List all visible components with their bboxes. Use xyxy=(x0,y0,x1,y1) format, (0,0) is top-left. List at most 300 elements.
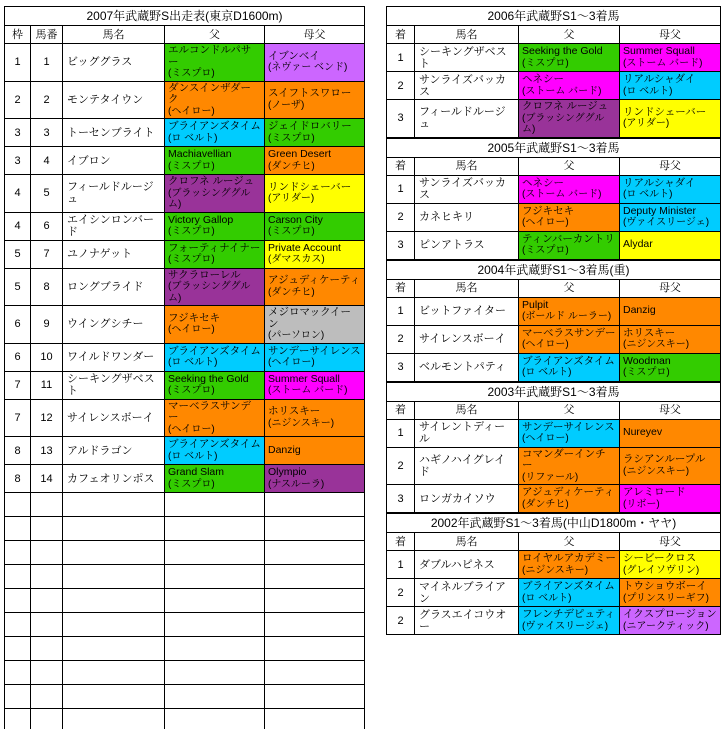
horse-number: 1 xyxy=(31,44,63,82)
blank-cell xyxy=(265,589,365,613)
waku-number: 7 xyxy=(5,399,31,437)
past-results-panel xyxy=(386,6,720,635)
blank-cell xyxy=(265,661,365,685)
sire xyxy=(519,297,620,325)
blank-cell xyxy=(63,541,165,565)
waku-number: 5 xyxy=(5,268,31,306)
blank-cell xyxy=(5,709,31,729)
table-row xyxy=(5,465,365,493)
horse-number: 11 xyxy=(31,371,63,399)
table-row xyxy=(387,297,721,325)
sire xyxy=(165,371,265,399)
sire-main: クロフネ ルージュ xyxy=(522,100,609,112)
blank-row xyxy=(5,589,365,613)
sire-sub: (ロ ベルト) xyxy=(522,592,572,604)
broodmare-sire xyxy=(265,268,365,306)
broodmare-sire-sub: (ミスプロ) xyxy=(268,132,315,144)
blank-row xyxy=(5,493,365,517)
sire-main: Seeking the Gold xyxy=(522,45,603,57)
waku-number: 3 xyxy=(5,147,31,175)
horse-name: シーキングザベスト xyxy=(63,371,165,399)
horse-number: 4 xyxy=(31,147,63,175)
broodmare-sire xyxy=(265,81,365,119)
horse-number: 5 xyxy=(31,175,63,213)
finish-rank: 1 xyxy=(387,297,415,325)
broodmare-sire-main: ジェイドロバリー xyxy=(268,120,352,132)
waku-number: 3 xyxy=(5,119,31,147)
sire-main: マーベラスサンデー xyxy=(522,326,616,339)
broodmare-sire xyxy=(620,579,721,607)
broodmare-sire-sub: (グレイソヴリン) xyxy=(623,564,700,576)
results-column-header-3: 母父 xyxy=(620,279,721,297)
sire-sub: (ミスプロ) xyxy=(168,254,215,265)
blank-cell xyxy=(31,613,63,637)
horse-name: マイネルブライアン xyxy=(415,579,519,607)
blank-cell xyxy=(5,661,31,685)
blank-cell xyxy=(165,709,265,729)
horse-name: サンライズバッカス xyxy=(415,175,519,203)
sire xyxy=(165,399,265,437)
broodmare-sire xyxy=(265,371,365,399)
blank-row xyxy=(5,661,365,685)
blank-cell xyxy=(5,541,31,565)
results-title-row xyxy=(387,138,721,157)
blank-cell xyxy=(165,685,265,709)
waku-number: 6 xyxy=(5,306,31,344)
finish-rank: 2 xyxy=(387,72,415,100)
horse-number: 12 xyxy=(31,399,63,437)
entry-list-panel xyxy=(4,6,364,729)
column-header-2: 馬名 xyxy=(63,26,165,44)
blank-cell xyxy=(265,517,365,541)
sire-main: ブライアンズタイム xyxy=(168,120,261,132)
table-row xyxy=(5,147,365,175)
broodmare-sire-sub: (パーソロン) xyxy=(268,330,325,341)
sire xyxy=(519,579,620,607)
blank-cell xyxy=(265,541,365,565)
sire-main: ロイヤルアカデミー xyxy=(522,552,616,564)
horse-name: ベルモントパティ xyxy=(415,353,519,381)
sire-main: クロフネ ルージュ xyxy=(168,175,255,187)
blank-cell xyxy=(31,685,63,709)
results-column-header-1: 馬名 xyxy=(415,157,519,175)
results-column-header-1: 馬名 xyxy=(415,401,519,419)
sire-main: ヘネシー xyxy=(522,73,564,85)
blank-cell xyxy=(165,493,265,517)
waku-number: 4 xyxy=(5,212,31,240)
broodmare-sire xyxy=(265,212,365,240)
blank-cell xyxy=(165,565,265,589)
sire xyxy=(165,268,265,306)
broodmare-sire xyxy=(265,343,365,371)
finish-rank: 2 xyxy=(387,579,415,607)
broodmare-sire-main: Danzig xyxy=(268,443,301,456)
broodmare-sire-main: Woodman xyxy=(623,354,671,367)
broodmare-sire-main: Green Desert xyxy=(268,148,332,160)
sire-sub: (ブラッシンググルム) xyxy=(168,281,251,304)
sire-sub: (ロ ベルト) xyxy=(168,450,218,462)
broodmare-sire-sub: (ネヴァー ベンド) xyxy=(268,62,348,74)
sire-sub: (ブラッシンググルム) xyxy=(168,187,251,210)
broodmare-sire xyxy=(620,297,721,325)
sire-main: ブライアンズタイム xyxy=(168,438,261,450)
sire-sub: (ダンチヒ) xyxy=(522,498,569,510)
broodmare-sire-sub: (ニアークティック) xyxy=(623,620,709,632)
sire-sub: (ボールド ルーラー) xyxy=(522,311,612,322)
results-header-row xyxy=(387,533,721,551)
table-row xyxy=(387,447,721,485)
sire xyxy=(165,147,265,175)
sire-main: ティンバーカントリ xyxy=(522,232,615,245)
results-header-row xyxy=(387,26,721,44)
sire xyxy=(165,175,265,213)
blank-cell xyxy=(5,565,31,589)
broodmare-sire-sub: (ニジンスキー) xyxy=(268,417,335,429)
broodmare-sire-sub: (ニジンスキー) xyxy=(623,339,690,350)
sire-sub: (ロ ベルト) xyxy=(168,132,218,144)
broodmare-sire xyxy=(265,437,365,465)
sire-main: サンデーサイレンス xyxy=(522,420,615,433)
broodmare-sire-main: アジュディケーティ xyxy=(268,274,361,287)
sire-sub: (ヘイロー) xyxy=(168,324,215,336)
finish-rank: 1 xyxy=(387,44,415,72)
results-table-4 xyxy=(386,513,721,635)
waku-number: 8 xyxy=(5,465,31,493)
broodmare-sire-main: Nureyev xyxy=(623,426,663,439)
sire-main: ブライアンズタイム xyxy=(168,344,261,357)
column-header-0: 枠 xyxy=(5,26,31,44)
broodmare-sire-main: Deputy Minister xyxy=(623,204,696,217)
broodmare-sire-main: Summer Squall xyxy=(623,45,695,57)
sire xyxy=(519,419,620,447)
results-column-header-2: 父 xyxy=(519,279,620,297)
blank-cell xyxy=(265,565,365,589)
horse-name: サイレントディール xyxy=(415,419,519,447)
horse-number: 3 xyxy=(31,119,63,147)
broodmare-sire xyxy=(265,147,365,175)
sire xyxy=(519,100,620,138)
column-header-4: 母父 xyxy=(265,26,365,44)
results-column-header-3: 母父 xyxy=(620,26,721,44)
sire xyxy=(519,325,620,353)
blank-cell xyxy=(165,517,265,541)
horse-name: アルドラゴン xyxy=(63,437,165,465)
results-column-header-0: 着 xyxy=(387,26,415,44)
horse-name: ワイルドワンダー xyxy=(63,343,165,371)
sire-sub: (ヘイロー) xyxy=(522,217,569,228)
horse-name: フィールドルージュ xyxy=(415,100,519,138)
broodmare-sire-main: Carson City xyxy=(268,213,323,226)
broodmare-sire-main: アレミロード xyxy=(623,486,686,498)
finish-rank: 1 xyxy=(387,175,415,203)
sire-sub: (ストーム バード) xyxy=(522,189,602,200)
blank-cell xyxy=(5,493,31,517)
broodmare-sire-sub: (ヘイロー) xyxy=(268,357,315,368)
sire xyxy=(519,607,620,635)
sire xyxy=(519,551,620,579)
broodmare-sire xyxy=(265,399,365,437)
sire-sub: (ヘイロー) xyxy=(522,339,569,350)
broodmare-sire xyxy=(620,175,721,203)
column-header-3: 父 xyxy=(165,26,265,44)
blank-cell xyxy=(63,685,165,709)
sire xyxy=(165,437,265,465)
table-row xyxy=(5,306,365,344)
horse-number: 14 xyxy=(31,465,63,493)
broodmare-sire-main: メジロマックイーン xyxy=(268,306,352,330)
broodmare-sire-main: ホリスキー xyxy=(623,326,676,339)
table-row xyxy=(5,175,365,213)
results-column-header-2: 父 xyxy=(519,401,620,419)
horse-name: イブロン xyxy=(63,147,165,175)
sire-sub: (ヘイロー) xyxy=(168,105,215,117)
broodmare-sire-main: リアルシャダイ xyxy=(623,73,696,85)
finish-rank: 3 xyxy=(387,100,415,138)
blank-cell xyxy=(5,637,31,661)
broodmare-sire-sub: (ミスプロ) xyxy=(268,226,315,237)
broodmare-sire xyxy=(265,306,365,344)
sire xyxy=(519,72,620,100)
finish-rank: 3 xyxy=(387,231,415,259)
broodmare-sire-sub: (ロ ベルト) xyxy=(623,85,673,97)
page-title: 2007年武蔵野S出走表(東京D1600m) xyxy=(5,7,365,26)
results-title-row xyxy=(387,514,721,533)
sire-sub: (ブラッシンググルム) xyxy=(522,112,605,135)
blank-row xyxy=(5,709,365,729)
broodmare-sire-sub: (ノーザ) xyxy=(268,99,305,111)
broodmare-sire-sub: (ストーム バード) xyxy=(623,57,703,69)
blank-cell xyxy=(31,637,63,661)
horse-name: ダブルハピネス xyxy=(415,551,519,579)
broodmare-sire-main: リンドシェーバー xyxy=(268,180,352,193)
waku-number: 1 xyxy=(5,44,31,82)
blank-cell xyxy=(31,589,63,613)
sire-sub: (ストーム バード) xyxy=(522,85,602,97)
broodmare-sire-main: イブンベイ xyxy=(268,49,320,62)
broodmare-sire xyxy=(265,44,365,82)
horse-name: ビッググラス xyxy=(63,44,165,82)
broodmare-sire xyxy=(265,175,365,213)
finish-rank: 1 xyxy=(387,419,415,447)
horse-name: ハギノハイグレイド xyxy=(415,447,519,485)
horse-number: 10 xyxy=(31,343,63,371)
table-row xyxy=(387,100,721,138)
blank-cell xyxy=(5,589,31,613)
blank-cell xyxy=(5,613,31,637)
blank-cell xyxy=(265,709,365,729)
blank-cell xyxy=(31,565,63,589)
horse-name: フィールドルージュ xyxy=(63,175,165,213)
results-title: 2002年武蔵野S1～3着馬(中山D1800m・ヤヤ) xyxy=(387,514,721,533)
table-row xyxy=(5,268,365,306)
results-title: 2004年武蔵野S1～3着馬(重) xyxy=(387,260,721,279)
table-row xyxy=(387,579,721,607)
broodmare-sire xyxy=(620,231,721,259)
blank-row xyxy=(5,517,365,541)
broodmare-sire-main: Danzig xyxy=(623,304,656,317)
table-row xyxy=(387,325,721,353)
table-row xyxy=(5,371,365,399)
results-column-header-0: 着 xyxy=(387,401,415,419)
waku-number: 7 xyxy=(5,371,31,399)
sire-sub: (ニジンスキー) xyxy=(522,564,589,576)
broodmare-sire xyxy=(620,485,721,513)
broodmare-sire-sub: (アリダー) xyxy=(268,193,315,205)
sire-main: フジキセキ xyxy=(168,311,221,324)
horse-number: 13 xyxy=(31,437,63,465)
results-header-row xyxy=(387,157,721,175)
sire xyxy=(519,447,620,485)
horse-name: グラスエイコウオー xyxy=(415,607,519,635)
sire-sub: (ミスプロ) xyxy=(522,57,569,69)
results-table-1 xyxy=(386,138,721,260)
blank-cell xyxy=(63,517,165,541)
sire-main: ブライアンズタイム xyxy=(522,354,615,367)
blank-cell xyxy=(31,517,63,541)
broodmare-sire-main: サンデーサイレンス xyxy=(268,344,361,357)
sire xyxy=(165,465,265,493)
blank-cell xyxy=(165,637,265,661)
broodmare-sire-sub: (リボー) xyxy=(623,498,660,510)
results-column-header-1: 馬名 xyxy=(415,533,519,551)
broodmare-sire-sub: (ダンチヒ) xyxy=(268,160,315,172)
horse-name: ウイングシチー xyxy=(63,306,165,344)
finish-rank: 2 xyxy=(387,607,415,635)
broodmare-sire xyxy=(620,72,721,100)
waku-number: 6 xyxy=(5,343,31,371)
sire-main: ブライアンズタイム xyxy=(522,580,615,592)
horse-name: サイレンスボーイ xyxy=(63,399,165,437)
blank-cell xyxy=(31,541,63,565)
sire xyxy=(165,343,265,371)
results-table-2 xyxy=(386,260,721,382)
sire-main: サクラローレル xyxy=(168,268,241,281)
blank-cell xyxy=(5,685,31,709)
table-row xyxy=(5,399,365,437)
sire xyxy=(519,175,620,203)
results-column-header-1: 馬名 xyxy=(415,26,519,44)
table-row xyxy=(5,119,365,147)
blank-cell xyxy=(63,661,165,685)
broodmare-sire xyxy=(620,100,721,138)
broodmare-sire-main: Summer Squall xyxy=(268,372,340,385)
table-row xyxy=(5,240,365,268)
waku-number: 5 xyxy=(5,240,31,268)
entry-list-header-row xyxy=(5,26,365,44)
results-header-row xyxy=(387,279,721,297)
sire-main: エルコンドルパサー xyxy=(168,44,252,68)
table-row xyxy=(387,72,721,100)
results-title-row xyxy=(387,7,721,26)
horse-name: サンライズバッカス xyxy=(415,72,519,100)
finish-rank: 3 xyxy=(387,485,415,513)
sire xyxy=(165,306,265,344)
blank-cell xyxy=(31,493,63,517)
broodmare-sire xyxy=(620,419,721,447)
waku-number: 8 xyxy=(5,437,31,465)
results-table-3 xyxy=(386,382,721,514)
sire-main: ダンスインザダーク xyxy=(168,81,252,105)
sire-sub: (ミスプロ) xyxy=(522,245,569,256)
table-row xyxy=(5,81,365,119)
sire xyxy=(165,240,265,268)
blank-row xyxy=(5,685,365,709)
sire-main: Pulpit xyxy=(522,298,549,311)
results-header-row xyxy=(387,401,721,419)
broodmare-sire-sub: (ロ ベルト) xyxy=(623,189,673,200)
blank-cell xyxy=(63,493,165,517)
sire-main: フジキセキ xyxy=(522,204,575,217)
results-title-row xyxy=(387,382,721,401)
broodmare-sire xyxy=(265,240,365,268)
broodmare-sire-main: Alydar xyxy=(623,238,653,251)
broodmare-sire-main: リンドシェーバー xyxy=(623,105,707,118)
sire-sub: (ヘイロー) xyxy=(522,433,569,444)
sire-sub: (リファール) xyxy=(522,471,579,483)
sire xyxy=(519,485,620,513)
sire-sub: (ミスプロ) xyxy=(168,385,215,396)
blank-cell xyxy=(165,613,265,637)
broodmare-sire-main: スイフトスワロー xyxy=(268,87,352,100)
waku-number: 2 xyxy=(5,81,31,119)
sire-sub: (ロ ベルト) xyxy=(168,357,218,368)
blank-cell xyxy=(63,613,165,637)
horse-name: ロングブライド xyxy=(63,268,165,306)
sire-main: マーベラスサンデー xyxy=(168,399,251,423)
blank-cell xyxy=(63,589,165,613)
sire-sub: (ロ ベルト) xyxy=(522,367,572,378)
results-table-0 xyxy=(386,6,721,138)
broodmare-sire xyxy=(620,353,721,381)
broodmare-sire-main: シービークロス xyxy=(623,552,697,564)
horse-number: 2 xyxy=(31,81,63,119)
broodmare-sire xyxy=(265,119,365,147)
sire-sub: (ミスプロ) xyxy=(168,226,215,237)
blank-cell xyxy=(5,517,31,541)
table-row xyxy=(5,437,365,465)
broodmare-sire-main: リアルシャダイ xyxy=(623,176,696,189)
sire-main: フォーティナイナー xyxy=(168,241,261,254)
sire xyxy=(165,212,265,240)
sire-main: Machiavellian xyxy=(168,148,232,160)
sire-sub: (ミスプロ) xyxy=(168,478,215,490)
broodmare-sire-main: Private Account xyxy=(268,241,341,254)
sire-main: ヘネシー xyxy=(522,176,564,189)
broodmare-sire-sub: (ダマスカス) xyxy=(268,254,325,265)
horse-number: 8 xyxy=(31,268,63,306)
table-row xyxy=(387,44,721,72)
blank-cell xyxy=(63,565,165,589)
sire-main: Seeking the Gold xyxy=(168,372,249,385)
sire-sub: (ヘイロー) xyxy=(168,423,215,435)
horse-number: 9 xyxy=(31,306,63,344)
broodmare-sire-sub: (プリンスリーギフ) xyxy=(623,592,709,604)
results-title-row xyxy=(387,260,721,279)
horse-name: ピンアトラス xyxy=(415,231,519,259)
blank-row xyxy=(5,613,365,637)
broodmare-sire xyxy=(265,465,365,493)
broodmare-sire-sub: (ナスルーラ) xyxy=(268,478,325,490)
blank-cell xyxy=(165,589,265,613)
finish-rank: 3 xyxy=(387,353,415,381)
horse-number: 6 xyxy=(31,212,63,240)
results-column-header-0: 着 xyxy=(387,533,415,551)
sire-main: コマンダーインチー xyxy=(522,447,606,471)
sire-sub: (ミスプロ) xyxy=(168,160,215,172)
sire xyxy=(519,231,620,259)
blank-row xyxy=(5,541,365,565)
blank-row xyxy=(5,637,365,661)
